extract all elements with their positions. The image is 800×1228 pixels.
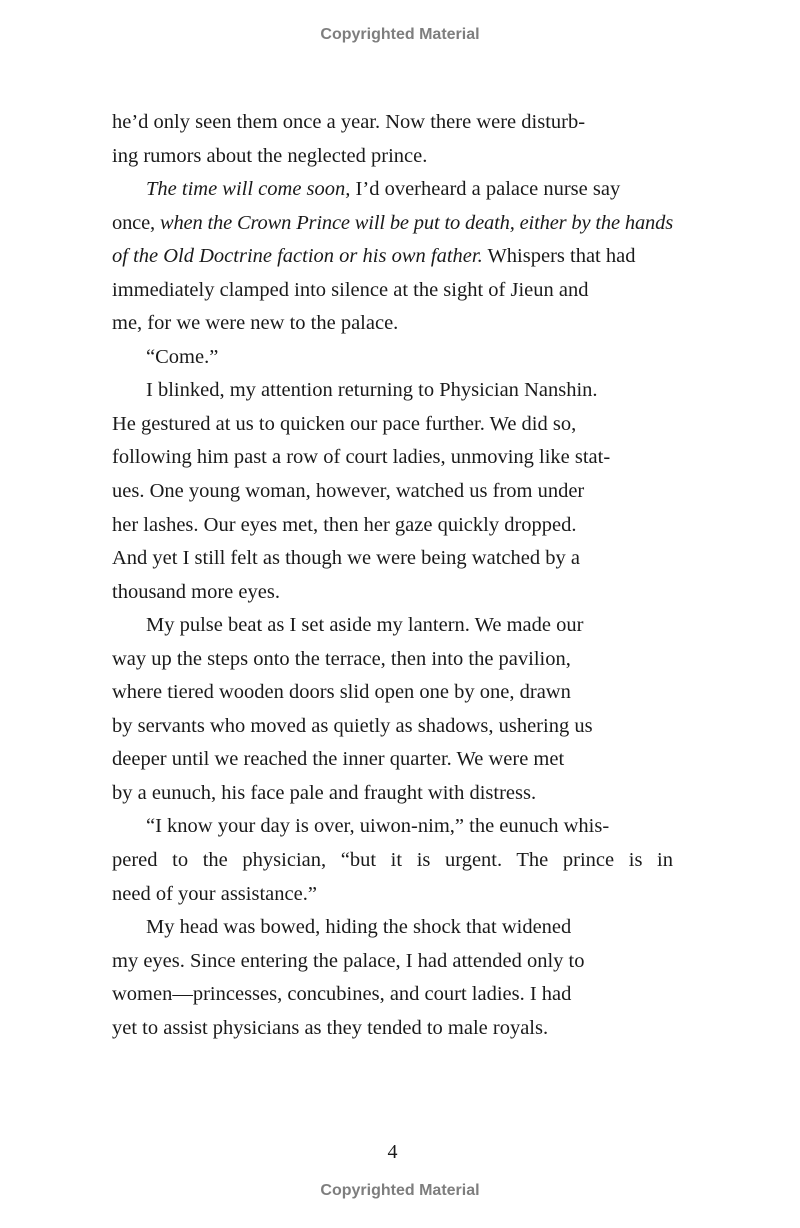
copyright-notice-bottom: Copyrighted Material [320,1182,480,1199]
text-line [112,475,673,509]
italic-text-segment: The time will come soon, [146,178,351,201]
page-body [112,106,673,1045]
text-segment: thousand more eyes. [112,580,280,603]
text-segment: women—princesses, concubines, and court ladies. I had [112,983,572,1006]
text-segment: yet to assist physicians as they tended to male royals. [112,1016,549,1039]
text-segment: I’d overheard a palace nurse say [350,178,621,201]
text-segment: “Come.” [146,345,219,368]
text-segment: Whispers that had [482,245,636,268]
text-segment: by a eunuch, his face pale and fraught with distress. [112,781,537,804]
italic-text-segment: when the Crown Prince will be put to death, either by the hands [159,211,673,234]
text-segment: me, for we were new to the palace. [112,312,399,335]
paragraph [112,810,673,911]
text-line [112,307,673,341]
text-segment: My head was bowed, hiding the shock that widened [146,916,572,939]
text-line [112,576,673,610]
page-number: 4 [387,1141,398,1163]
text-segment: her lashes. Our eyes met, then her gaze quickly dropped. [112,513,577,536]
text-segment: he’d only seen them once a year. Now there were disturb- [112,111,586,133]
text-segment: following him past a row of court ladies, unmoving like stat- [112,446,611,469]
text-line [112,844,673,878]
text-segment: way up the steps onto the terrace, then into the pavilion, [112,647,571,670]
text-line [112,509,673,543]
text-line [112,408,673,442]
text-segment: once, [112,211,160,234]
text-line [112,207,673,241]
text-line [112,743,673,777]
text-segment: my eyes. Since entering the palace, I had attended only to [112,949,585,972]
text-line [112,106,673,140]
text-line [112,341,673,375]
text-line [112,609,673,643]
text-segment: “I know your day is over, uiwon-nim,” the eunuch whis- [146,815,610,838]
text-line [112,777,673,811]
text-line [112,374,673,408]
text-segment: need of your assistance.” [112,882,317,905]
paragraph [112,374,673,609]
copyright-notice-top: Copyrighted Material [320,26,480,43]
text-segment: ues. One young woman, however, watched us from under [112,480,585,503]
text-line [112,810,673,844]
text-segment: He gestured at us to quicken our pace further. We did so, [112,412,577,435]
text-segment: ing rumors about the neglected prince. [112,144,428,167]
text-segment: by servants who moved as quietly as shadows, ushering us [112,714,593,737]
text-line [112,140,673,174]
text-line [112,710,673,744]
text-line [112,240,673,274]
text-line [112,911,673,945]
text-segment: immediately clamped into silence at the sight of Jieun and [112,278,589,301]
text-segment: My pulse beat as I set aside my lantern. We made our [146,614,584,637]
text-line [112,945,673,979]
text-line [112,274,673,308]
text-segment: deeper until we reached the inner quarter. We were met [112,748,565,771]
text-line [112,1012,673,1046]
text-segment: pered to the physician, “but it is urgent. The prince is in [112,849,674,872]
paragraph [112,106,673,173]
text-line [112,643,673,677]
text-line [112,173,673,207]
paragraph [112,341,673,375]
paragraph [112,173,673,341]
text-line [112,441,673,475]
italic-text-segment: of the Old Doctrine faction or his own father. [112,245,483,268]
paragraph [112,911,673,1045]
text-segment: I blinked, my attention returning to Physician Nanshin. [146,379,598,402]
text-line [112,878,673,912]
text-line [112,676,673,710]
text-line [112,542,673,576]
paragraph [112,609,673,810]
text-segment: where tiered wooden doors slid open one by one, drawn [112,681,571,704]
text-line [112,978,673,1012]
text-segment: And yet I still felt as though we were being watched by a [112,547,580,570]
